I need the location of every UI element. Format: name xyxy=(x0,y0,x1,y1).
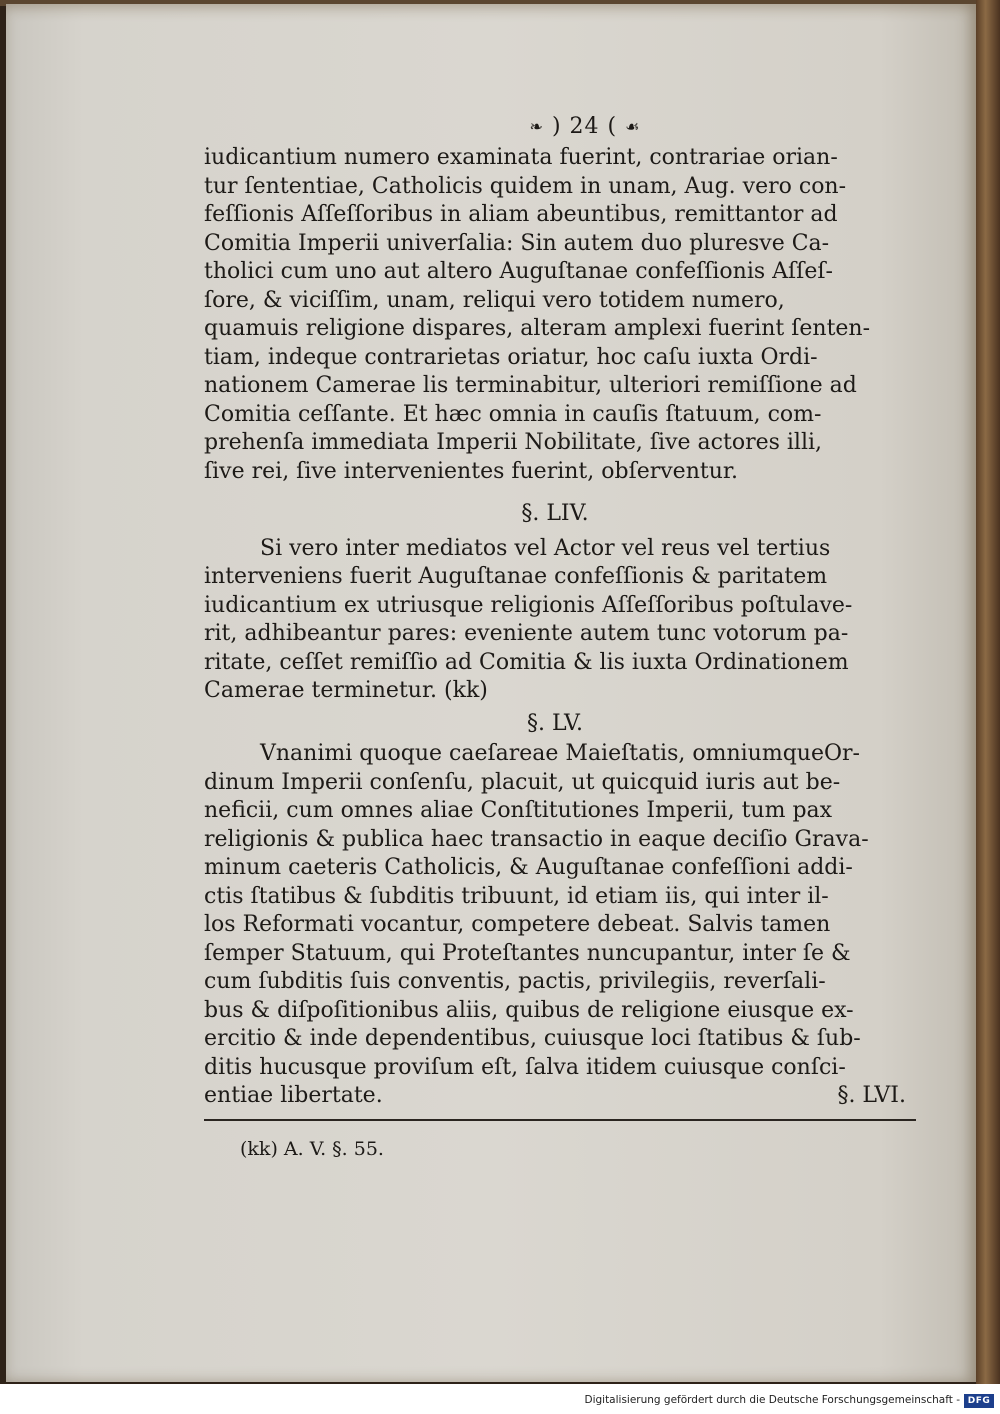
text-line: religionis & publica haec transactio in eaque deciſio Grava- xyxy=(204,826,869,852)
section-heading-55: §. LV. xyxy=(526,710,584,736)
text-line: tholici cum uno aut altero Auguſtanae confeſſionis Aſſeſ- xyxy=(204,259,833,284)
paragraph-1 xyxy=(204,144,906,486)
page-text xyxy=(204,110,906,1163)
text-line: ercitio & inde dependentibus, cuiusque loci ſtatibus & ſub- xyxy=(204,1026,861,1051)
text-line: ſore, & viciſſim, unam, reliqui vero totidem numero, xyxy=(204,287,785,313)
text-line: dinum Imperii conſenſu, placuit, ut quicquid iuris aut be- xyxy=(204,769,841,795)
text-line: quamuis religione dispares, alteram amplexi fuerint ſenten- xyxy=(204,316,871,341)
book-spine-edge xyxy=(976,0,1000,1414)
text-line: feſſionis Aſſeſſoribus in aliam abeuntibus, remittantor ad xyxy=(204,202,838,227)
dfg-logo: DFG xyxy=(964,1394,994,1408)
ornament-right-icon: ☙ xyxy=(625,117,641,136)
text-line: entiae libertate. xyxy=(204,1083,383,1108)
text-line: bus & diſpoſitionibus aliis, quibus de religione eiusque ex- xyxy=(204,997,854,1023)
text-line: Comitia ceſſante. Et hæc omnia in cauſis ſtatuum, com- xyxy=(204,401,822,427)
text-line: ctis ſtatibus & ſubditis tribuunt, id etiam iis, qui inter il- xyxy=(204,883,829,909)
text-line: ſive rei, ſive intervenientes fuerint, obſerventur. xyxy=(204,458,738,484)
text-line: tiam, indeque contrarietas oriatur, hoc caſu iuxta Ordi- xyxy=(204,344,818,370)
text-line: prehenſa immediata Imperii Nobilitate, ſive actores illi, xyxy=(204,430,823,455)
text-line: rit, adhibeantur pares: eveniente autem tunc votorum pa- xyxy=(204,621,849,646)
ornament-left-icon: ❧ xyxy=(529,117,544,136)
text-line: Si vero inter mediatos vel Actor vel reus vel tertius xyxy=(260,535,831,561)
text-line: cum ſubditis ſuis conventis, pactis, privilegiis, reverſali- xyxy=(204,969,826,994)
text-line: minum caeteris Catholicis, & Auguſtanae confeſſioni addi- xyxy=(204,855,853,880)
page-number: ) 24 ( xyxy=(551,114,618,139)
text-line: nationem Camerae lis terminabitur, ulteriori remiſſione ad xyxy=(204,373,857,398)
text-line: iudicantium numero examinata fuerint, contrariae orian- xyxy=(204,145,838,170)
text-line: neficii, cum omnes aliae Conſtitutiones Imperii, tum pax xyxy=(204,798,833,823)
credit-bar xyxy=(0,1384,1000,1414)
text-line: los Reformati vocantur, competere debeat. Salvis tamen xyxy=(204,912,831,937)
text-line: ritate, ceſſet remiſſio ad Comitia & lis iuxta Ordinationem xyxy=(204,649,849,675)
page-header xyxy=(204,110,906,144)
credit-text: Digitalisierung gefördert durch die Deutsche Forschungsgemeinschaft - xyxy=(584,1394,960,1406)
text-line: interveniens fuerit Auguſtanae confeſſionis & paritatem xyxy=(204,564,828,589)
paragraph-3 xyxy=(204,740,906,1111)
section-heading-54: §. LIV. xyxy=(521,501,589,526)
footnote-rule xyxy=(204,1119,916,1121)
last-line-with-catchword xyxy=(204,1082,906,1111)
text-line: ſemper Statuum, qui Proteſtantes nuncupantur, inter ſe & xyxy=(204,940,851,966)
paragraph-2 xyxy=(204,535,906,706)
footnote: (kk) A. V. §. 55. xyxy=(240,1137,384,1160)
text-line: Camerae terminetur. (kk) xyxy=(204,678,488,703)
text-line: tur ſententiae, Catholicis quidem in unam, Aug. vero con- xyxy=(204,173,847,199)
text-line: Comitia Imperii univerſalia: Sin autem duo pluresve Ca- xyxy=(204,230,830,256)
text-line: ditis hucusque proviſum eſt, ſalva itidem cuiusque conſci- xyxy=(204,1054,846,1080)
text-line: iudicantium ex utriusque religionis Aſſeſſoribus poſtulave- xyxy=(204,592,853,618)
text-line: Vnanimi quoque caeſareae Maieſtatis, omniumqueOr- xyxy=(260,741,860,766)
catchword: §. LVI. xyxy=(837,1083,906,1108)
